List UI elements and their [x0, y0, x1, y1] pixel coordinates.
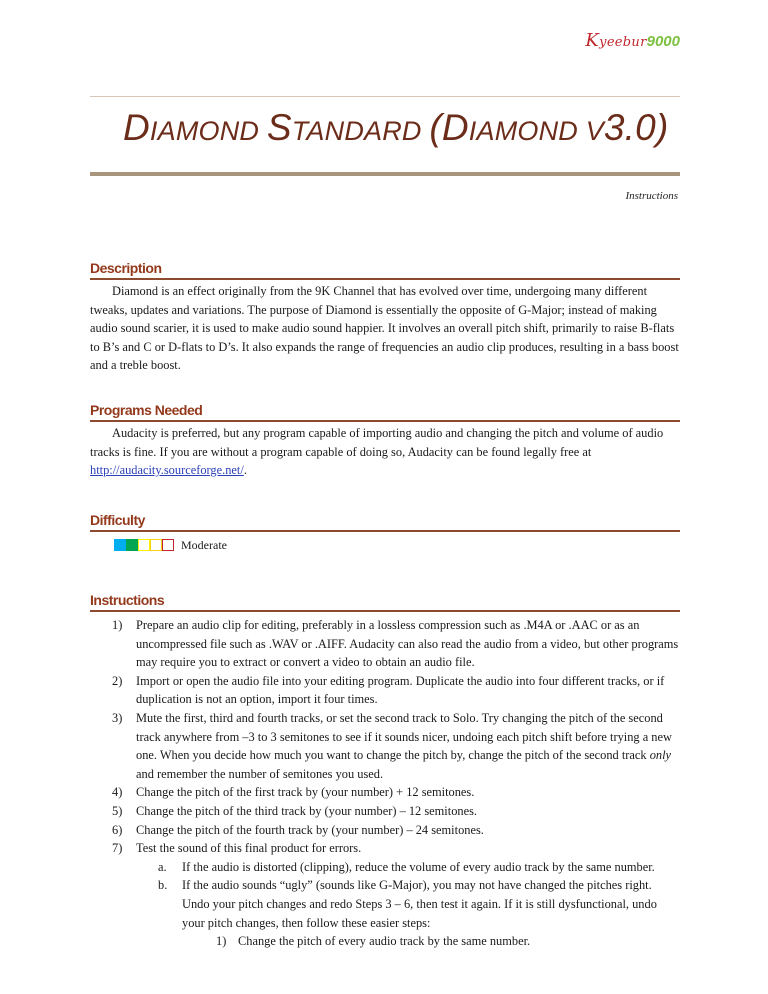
step-text: and remember the number of semitones you used.: [136, 766, 384, 781]
step-item: [90, 802, 680, 821]
brand-logo: [585, 30, 680, 51]
step-emphasis: only: [649, 748, 672, 763]
subsubstep-item: [182, 932, 680, 951]
step-item: [90, 783, 680, 802]
step-item: [90, 672, 680, 709]
section-heading: Description: [90, 260, 680, 280]
title-part: 3.0): [603, 107, 669, 148]
step-text: Import or open the audio file into your editing program. Duplicate the audio into four different tracks, or if duplication is not an option, import it four times.: [136, 673, 665, 707]
difficulty-meter: [114, 538, 680, 552]
section-heading: Instructions: [90, 592, 680, 612]
title-part: IAMOND: [468, 116, 586, 146]
title-part: (D: [429, 107, 469, 148]
step-text: Prepare an audio clip for editing, preferably in a lossless compression such as .M4A or .AAC or as an uncompressed file such as .WAV or .AIFF. Audacity can also read the audio from a video, but other programs may require you to extract or convert a video to obtain an audio file.: [136, 618, 679, 670]
step-number: 6): [112, 822, 123, 837]
step-item: [90, 839, 680, 951]
step-text: Change the pitch of the third track by (your number) – 12 semitones.: [136, 803, 478, 818]
substep-text: If the audio sounds “ugly” (sounds like G-Major), you may not have changed the pitches right. Undo your pitch changes and redo Steps 3 – 6, then test it again. If it is still dysfunctional, undo your pitch changes, then follow these easier steps:: [182, 878, 657, 930]
step-item: [90, 709, 680, 783]
difficulty-box-3: [138, 539, 150, 551]
title-part: IAMOND: [149, 116, 267, 146]
substep-item: [136, 876, 680, 950]
document-subtitle: Instructions: [625, 190, 678, 202]
difficulty-box-1: [114, 539, 126, 551]
title-part: S: [266, 107, 292, 148]
instruction-steps: [90, 616, 680, 951]
title-divider: [90, 172, 680, 176]
step-number: 2): [112, 673, 123, 688]
programs-text: [90, 424, 680, 480]
top-divider: [90, 96, 680, 97]
section-difficulty: [90, 512, 680, 552]
substep-item: [136, 858, 680, 877]
step-number: 5): [112, 803, 123, 818]
programs-period: .: [243, 463, 247, 478]
substep-text: If the audio is distorted (clipping), reduce the volume of every audio track by the same number.: [182, 859, 655, 874]
substep-letter: b.: [158, 878, 168, 893]
title-part: TANDARD: [291, 116, 430, 146]
section-description: [90, 260, 680, 375]
document-title: [123, 107, 668, 149]
difficulty-box-5: [162, 539, 174, 551]
step-number: 3): [112, 710, 123, 725]
audacity-link[interactable]: http://audacity.sourceforge.net/: [90, 463, 244, 478]
section-heading: Programs Needed: [90, 402, 680, 422]
brand-name: [585, 30, 647, 51]
step-number: 7): [112, 841, 123, 856]
brand-initial: K: [585, 30, 600, 51]
description-text: Diamond is an effect originally from the 9K Channel that has evolved over time, undergoing many different tweaks, updates and variations. The purpose of Diamond is essentially the opposite of G-Major; instead of making audio sound scarier, it is used to make audio sound happier. It involves an overall pitch shift, primarily to raise B-flats to B’s and C or D-flats to D’s. It also expands the range of frequencies an audio clip produces, resulting in a bass boost and a treble boost.: [90, 284, 679, 373]
difficulty-label: Moderate: [181, 537, 227, 552]
section-programs: [90, 402, 680, 480]
step-text: Change the pitch of the first track by (your number) + 12 semitones.: [136, 785, 475, 800]
section-instructions: [90, 592, 680, 951]
step-text: Change the pitch of the fourth track by (your number) – 24 semitones.: [136, 822, 484, 837]
title-part: D: [123, 107, 150, 148]
subsubsteps: [182, 932, 680, 951]
subsubstep-text: Change the pitch of every audio track by the same number.: [238, 934, 531, 949]
brand-number: 9000: [646, 33, 680, 50]
difficulty-box-4: [150, 539, 162, 551]
brand-rest: yeebur: [599, 35, 647, 50]
step-text: Mute the first, third and fourth tracks, or set the second track to Solo. Try changing the pitch of the second track anywhere from –3 to 3 semitones to see if it sounds nicer, undoing each pitch shift before trying a new one. When you decide how much you want to change the pitch by, change the pitch of the second track: [136, 710, 672, 763]
difficulty-box-2: [126, 539, 138, 551]
substep-letter: a.: [158, 859, 167, 874]
subsubstep-number: 1): [216, 934, 227, 949]
step-item: [90, 616, 680, 672]
section-heading: Difficulty: [90, 512, 680, 532]
step-text: Test the sound of this final product for errors.: [136, 841, 362, 856]
step-number: 1): [112, 618, 123, 632]
substeps: [136, 858, 680, 951]
programs-body: Audacity is preferred, but any program capable of importing audio and changing the pitch and volume of audio tracks is fine. If you are without a program capable of doing so, Audacity can be found legally free at: [90, 426, 664, 459]
title-part: V: [585, 116, 604, 146]
step-item: [90, 821, 680, 840]
step-number: 4): [112, 785, 123, 800]
